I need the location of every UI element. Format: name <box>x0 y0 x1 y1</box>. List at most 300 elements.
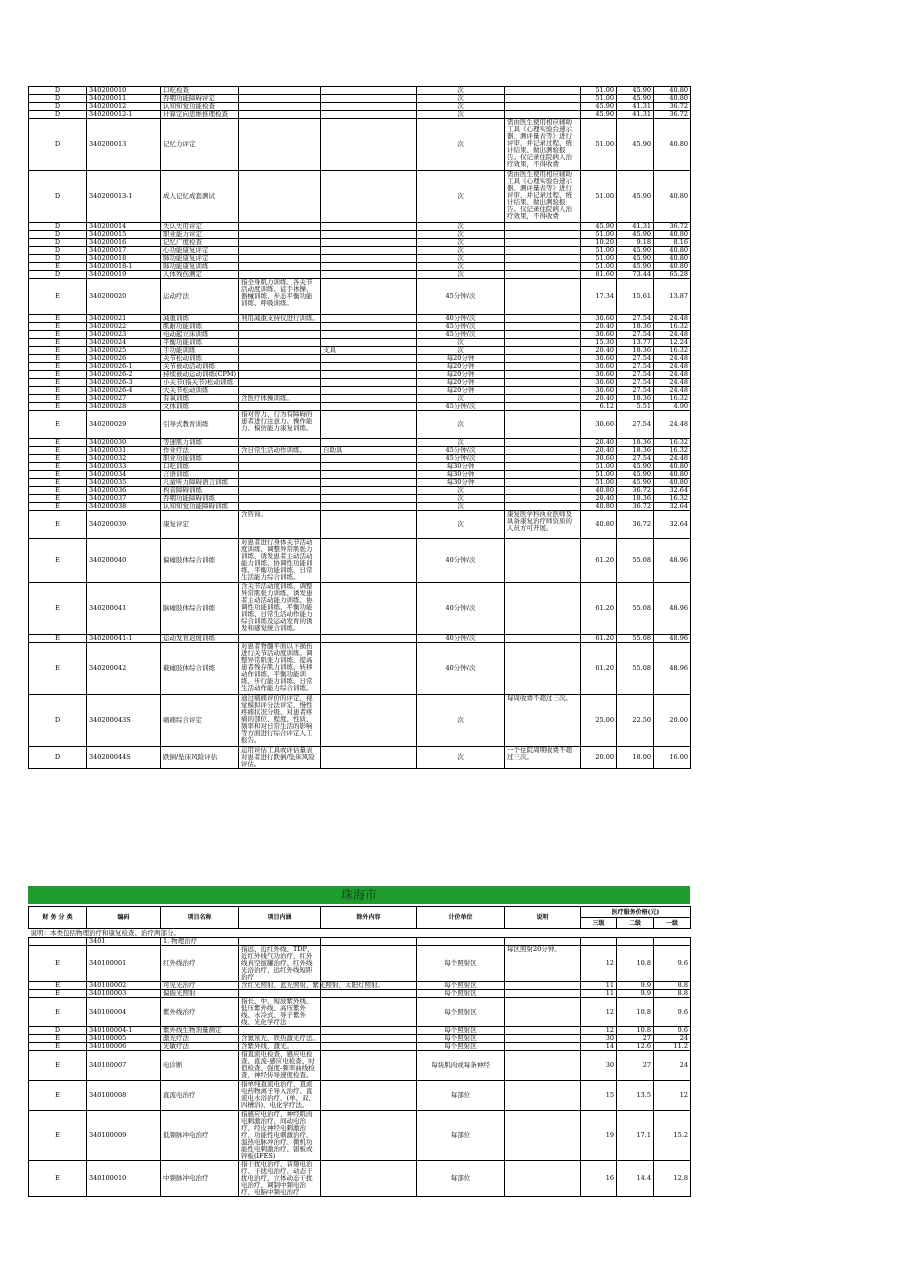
table-cell: 10.20 <box>581 239 617 247</box>
table-cell <box>505 487 581 495</box>
table-cell: 340200013 <box>87 119 161 171</box>
table-cell: 45分钟/次 <box>417 279 505 315</box>
table-cell: 9.6 <box>654 946 691 982</box>
table-cell: 13.77 <box>617 339 654 347</box>
table-cell: 12.8 <box>654 1161 691 1197</box>
table-cell <box>505 371 581 379</box>
header-level1: 一级 <box>654 918 691 929</box>
table-cell: D <box>29 271 87 279</box>
table-cell: 支具 <box>321 347 417 355</box>
table-cell <box>505 279 581 315</box>
table-cell: 电动起立床训练 <box>161 331 239 339</box>
table-row <box>29 411 691 439</box>
table-cell: 340200041-1 <box>87 635 161 643</box>
note-line: 说明：本类包括物理治疗和康复检查、治疗两部分。 <box>29 929 691 938</box>
table-cell <box>505 479 581 487</box>
table-cell: 引导式教育训练 <box>161 411 239 439</box>
table-cell <box>321 371 417 379</box>
table-cell: 构音障碍训练 <box>161 487 239 495</box>
table-row <box>29 495 691 503</box>
table-cell: 6.12 <box>581 403 617 411</box>
table-cell: 作业疗法 <box>161 447 239 455</box>
table-cell: 40.80 <box>654 247 691 255</box>
table-cell: 紫外线生物剂量测定 <box>161 1027 239 1035</box>
table-cell: 30.60 <box>581 363 617 371</box>
table-row <box>29 171 691 223</box>
table-cell: 340100004 <box>87 998 161 1027</box>
table-cell: 40.80 <box>581 503 617 511</box>
table-cell <box>321 223 417 231</box>
table-cell: 次 <box>417 247 505 255</box>
table-cell: 次 <box>417 95 505 103</box>
table-cell: 次 <box>417 255 505 263</box>
table-cell: 340200016 <box>87 239 161 247</box>
table-cell: 27.54 <box>617 379 654 387</box>
table-cell: 40.80 <box>654 479 691 487</box>
table-cell: 340200017 <box>87 247 161 255</box>
table-cell <box>239 479 321 487</box>
table-cell: 340200023 <box>87 331 161 339</box>
table-cell: 45.90 <box>617 171 654 223</box>
table-cell: 每20分钟 <box>417 387 505 395</box>
table-cell <box>617 938 654 946</box>
table-cell: 11 <box>581 982 617 990</box>
table-cell: 45.90 <box>617 119 654 171</box>
table-cell <box>321 411 417 439</box>
table-cell <box>505 982 581 990</box>
table-cell: 每部位 <box>417 1081 505 1111</box>
table-cell: E <box>29 363 87 371</box>
table-cell <box>505 103 581 111</box>
table-cell: 每个照射区 <box>417 998 505 1027</box>
table-cell <box>239 171 321 223</box>
table-cell: 9.18 <box>617 239 654 247</box>
table-cell: 340200019 <box>87 271 161 279</box>
table-cell <box>505 998 581 1027</box>
table-row <box>29 982 691 990</box>
table-row <box>29 1051 691 1081</box>
table-cell: 340200027 <box>87 395 161 403</box>
table-cell: 36.72 <box>654 223 691 231</box>
table-cell: 340200026 <box>87 355 161 363</box>
table-cell: 11.2 <box>654 1043 691 1051</box>
table-row <box>29 339 691 347</box>
table-cell: E <box>29 263 87 271</box>
table-cell: 次 <box>417 439 505 447</box>
table-cell: 81.60 <box>581 271 617 279</box>
table-row <box>29 487 691 495</box>
table-cell: 40分钟/次 <box>417 315 505 323</box>
table-cell: 51.00 <box>581 171 617 223</box>
table-row <box>29 323 691 331</box>
table-cell <box>321 487 417 495</box>
table-cell <box>29 938 87 946</box>
header-category: 财 务 分 类 <box>29 907 87 929</box>
table-cell: 每30分钟 <box>417 471 505 479</box>
table-cell: 每个照射区 <box>417 982 505 990</box>
table-cell: 红外线治疗 <box>161 946 239 982</box>
table-row <box>29 471 691 479</box>
table-cell: 36.72 <box>617 487 654 495</box>
table-cell <box>505 271 581 279</box>
table-cell: 340200012-1 <box>87 111 161 119</box>
table-cell: 340200041 <box>87 583 161 635</box>
table-cell: 30.60 <box>581 379 617 387</box>
table-cell: 45分钟/次 <box>417 323 505 331</box>
table-cell: 340200010 <box>87 87 161 95</box>
table-cell: E <box>29 643 87 695</box>
table-cell <box>321 1051 417 1081</box>
table-cell: 45分钟/次 <box>417 331 505 339</box>
table-cell <box>321 1035 417 1043</box>
table-cell: 20.40 <box>581 447 617 455</box>
table-cell: 340200037 <box>87 495 161 503</box>
price-table-bottom <box>28 906 691 1197</box>
table-cell: 51.00 <box>581 231 617 239</box>
table-cell: 脑瘫肢体综合训练 <box>161 583 239 635</box>
table-cell: 每块肌肉或每条神经 <box>417 1051 505 1081</box>
table-cell: 持续被动运动训练(CPM) <box>161 371 239 379</box>
table-cell: E <box>29 315 87 323</box>
table-cell: 言语训练 <box>161 471 239 479</box>
table-cell: 45.90 <box>617 95 654 103</box>
table-cell: 340200021 <box>87 315 161 323</box>
table-cell <box>321 315 417 323</box>
table-cell <box>505 539 581 583</box>
table-cell: 45.90 <box>617 231 654 239</box>
table-cell: D <box>29 95 87 103</box>
table-cell: 对患者脊髓平面以下损伤进行关节活动度训练、调整异常肌张力训练、提高患者残存肌力训练、转移动作训练、平衡功能训练、步行能力训练、日常生活动作能力综合训练。 <box>239 643 321 695</box>
table-cell: 55.08 <box>617 583 654 635</box>
table-cell: 4.90 <box>654 403 691 411</box>
table-cell: 51.00 <box>581 95 617 103</box>
table-cell: 340200033 <box>87 463 161 471</box>
table-cell: 40.80 <box>654 95 691 103</box>
table-cell: 13.5 <box>617 1081 654 1111</box>
table-cell: 次 <box>417 347 505 355</box>
table-cell <box>321 643 417 695</box>
table-cell: 24.48 <box>654 355 691 363</box>
header-name: 项目名称 <box>161 907 239 929</box>
table-cell <box>505 447 581 455</box>
table-cell: E <box>29 379 87 387</box>
table-cell: 指远、近红外线、TDP、近红外线气功治疗、红外线真空拔罐治疗、红外线光浴治疗、远红外线短距治疗 <box>239 946 321 982</box>
table-cell <box>321 95 417 103</box>
price-table-top <box>28 86 691 769</box>
table-cell <box>505 1161 581 1197</box>
table-cell: 340200034 <box>87 471 161 479</box>
table-cell: 16.32 <box>654 395 691 403</box>
table-cell: 含医疗体操训练。 <box>239 395 321 403</box>
table-cell: 22.50 <box>617 695 654 747</box>
table-row <box>29 643 691 695</box>
table-cell: E <box>29 1035 87 1043</box>
table-cell <box>505 331 581 339</box>
table-cell: 55.08 <box>617 635 654 643</box>
table-cell: 每部位 <box>417 1111 505 1161</box>
table-cell <box>417 938 505 946</box>
table-cell: 55.08 <box>617 643 654 695</box>
table-cell <box>239 463 321 471</box>
table-cell: 30.60 <box>581 315 617 323</box>
table-cell: 51.00 <box>581 247 617 255</box>
table-cell <box>321 946 417 982</box>
table-cell: 文体训练 <box>161 403 239 411</box>
table-cell: 24 <box>654 1051 691 1081</box>
table-cell: 340200015 <box>87 231 161 239</box>
table-cell <box>321 463 417 471</box>
table-cell: 直流电治疗 <box>161 1081 239 1111</box>
table-cell <box>239 339 321 347</box>
table-cell <box>321 403 417 411</box>
table-cell: 次 <box>417 231 505 239</box>
table-cell: 40分钟/次 <box>417 583 505 635</box>
table-cell: 340200012 <box>87 103 161 111</box>
table-cell <box>239 495 321 503</box>
table-cell: 340200018-1 <box>87 263 161 271</box>
table-cell: 有氧训练 <box>161 395 239 403</box>
table-cell: D <box>29 119 87 171</box>
table-cell: 27.54 <box>617 331 654 339</box>
table-cell: 口吃训练 <box>161 463 239 471</box>
table-cell: 340200029 <box>87 411 161 439</box>
table-cell: 27 <box>617 1051 654 1081</box>
table-cell: 一个住院周期收费不超过三次。 <box>505 747 581 769</box>
table-cell: 运用评估工具或评估量表对患者进行跌倒/坠床风险评估。 <box>239 747 321 769</box>
table-cell: 340200025 <box>87 347 161 355</box>
table-cell: 61.20 <box>581 635 617 643</box>
table-row <box>29 1043 691 1051</box>
table-cell: 48.96 <box>654 635 691 643</box>
table-cell <box>321 998 417 1027</box>
table-cell: 30.60 <box>581 411 617 439</box>
table-cell: E <box>29 495 87 503</box>
header-unit: 计价单位 <box>417 907 505 929</box>
table-cell: 40.80 <box>654 263 691 271</box>
table-cell <box>321 511 417 539</box>
table-cell: 45.90 <box>617 255 654 263</box>
table-cell: 40.80 <box>654 463 691 471</box>
table-cell <box>505 323 581 331</box>
table-cell <box>505 263 581 271</box>
table-cell: D <box>29 1027 87 1035</box>
table-cell <box>505 247 581 255</box>
table-cell: 340200020 <box>87 279 161 315</box>
table-cell: E <box>29 463 87 471</box>
table-cell: 24.48 <box>654 379 691 387</box>
table-cell: 次 <box>417 695 505 747</box>
table-cell: 低频脉冲电治疗 <box>161 1111 239 1161</box>
table-cell: 20.00 <box>581 747 617 769</box>
table-row <box>29 119 691 171</box>
table-cell: 51.00 <box>581 119 617 171</box>
table-cell: 340200044S <box>87 747 161 769</box>
table-cell <box>321 539 417 583</box>
table-row <box>29 279 691 315</box>
table-cell: 含关节活动度训练、调整异常肌张力训练、诱发患者主动活动能力训练、协调性功能训练、平衡功能训练、日常生活动作能力综合训练及运动发育的诱发和感觉统合训练。 <box>239 583 321 635</box>
table-cell: 61.20 <box>581 583 617 635</box>
table-cell: 15.61 <box>617 279 654 315</box>
table-cell: 19 <box>581 1111 617 1161</box>
table-cell: 需由医生使用相应辅助工具《心理实验台速示器、测评量表等》进行评审，并记录过程、统计结果、做出测验报告。仅记录住院病人治疗效果，不得收费 <box>505 119 581 171</box>
header-level2: 二级 <box>617 918 654 929</box>
table-cell: D <box>29 231 87 239</box>
table-row <box>29 239 691 247</box>
table-row <box>29 503 691 511</box>
table-cell: 41.31 <box>617 103 654 111</box>
table-cell <box>505 583 581 635</box>
table-cell: 340200011 <box>87 95 161 103</box>
table-cell: 吞咽功能障碍训练 <box>161 495 239 503</box>
table-cell: 30.60 <box>581 331 617 339</box>
table-cell: 含咨询。 <box>239 511 321 539</box>
table-cell: 每区照射20分钟。 <box>505 946 581 982</box>
table-cell <box>321 938 417 946</box>
table-cell <box>505 223 581 231</box>
table-cell: 每周收费不超过三次。 <box>505 695 581 747</box>
table-cell: 职业能力评定 <box>161 231 239 239</box>
table-cell: 61.20 <box>581 539 617 583</box>
table-cell: 等速肌力训练 <box>161 439 239 447</box>
table-cell: 18.36 <box>617 323 654 331</box>
table-cell: E <box>29 479 87 487</box>
table-cell: 截瘫肢体综合训练 <box>161 643 239 695</box>
table-cell <box>239 87 321 95</box>
table-cell: 40.80 <box>581 511 617 539</box>
table-cell: 次 <box>417 111 505 119</box>
table-cell: 18.36 <box>617 495 654 503</box>
table-cell: 次 <box>417 747 505 769</box>
table-cell: 10.8 <box>617 946 654 982</box>
table-cell <box>239 347 321 355</box>
table-cell: E <box>29 471 87 479</box>
table-cell <box>321 495 417 503</box>
table-cell: 9.6 <box>654 1027 691 1035</box>
table-row <box>29 998 691 1027</box>
table-cell <box>321 503 417 511</box>
table-cell: E <box>29 339 87 347</box>
table-cell: 小关节(指关节)松动训练 <box>161 379 239 387</box>
table-cell: 肺功能康复评定 <box>161 255 239 263</box>
table-cell: 340200042 <box>87 643 161 695</box>
header-level3: 三级 <box>581 918 617 929</box>
table-cell: 27.54 <box>617 387 654 395</box>
table-cell: 8.8 <box>654 982 691 990</box>
table-cell <box>239 231 321 239</box>
table-cell: 跌倒/坠床风险评估 <box>161 747 239 769</box>
table-cell: 紫外线治疗 <box>161 998 239 1027</box>
table-cell <box>239 371 321 379</box>
table-cell: E <box>29 583 87 635</box>
table-cell: 24.48 <box>654 387 691 395</box>
table-cell: 13.87 <box>654 279 691 315</box>
table-cell <box>321 455 417 463</box>
table-cell: E <box>29 439 87 447</box>
table-cell: E <box>29 511 87 539</box>
table-cell <box>321 363 417 371</box>
table-cell: 40.80 <box>654 255 691 263</box>
table-cell: 每个照射区 <box>417 1043 505 1051</box>
table-cell: 12.24 <box>654 339 691 347</box>
table-cell <box>321 1111 417 1161</box>
header-note: 说明 <box>505 907 581 929</box>
table-cell: 痛痛综合评定 <box>161 695 239 747</box>
table-row <box>29 1161 691 1197</box>
table-row <box>29 271 691 279</box>
table-cell: 16.00 <box>654 747 691 769</box>
table-cell: 失认失用评定 <box>161 223 239 231</box>
table-row <box>29 1111 691 1161</box>
table-cell: 每30分钟 <box>417 463 505 471</box>
table-cell: 45.90 <box>581 223 617 231</box>
table-cell: D <box>29 103 87 111</box>
table-cell <box>321 1161 417 1197</box>
table-cell: 17.1 <box>617 1111 654 1161</box>
table-cell: 18.36 <box>617 347 654 355</box>
table-cell <box>239 379 321 387</box>
table-cell <box>239 363 321 371</box>
table-cell: 次 <box>417 511 505 539</box>
table-cell <box>321 395 417 403</box>
table-cell: 口吃检查 <box>161 87 239 95</box>
table-cell: E <box>29 447 87 455</box>
table-cell: 12 <box>581 946 617 982</box>
table-cell <box>321 111 417 119</box>
table-cell <box>505 339 581 347</box>
table-cell <box>505 1111 581 1161</box>
table-cell <box>239 239 321 247</box>
table-cell: 12 <box>654 1081 691 1111</box>
table-cell: 认知知觉功能检查 <box>161 103 239 111</box>
table-cell <box>505 1035 581 1043</box>
table-cell <box>321 331 417 339</box>
table-row <box>29 1027 691 1035</box>
table-cell: 24.48 <box>654 331 691 339</box>
table-cell <box>239 255 321 263</box>
table-cell: 肌耐功能训练 <box>161 323 239 331</box>
table-cell <box>505 1043 581 1051</box>
table-cell <box>321 355 417 363</box>
table-cell <box>505 463 581 471</box>
table-cell: 指对智力、行为有障碍的患者进行注意力、操作能力、模仿能力康复训练。 <box>239 411 321 439</box>
table-cell: 1. 物理治疗 <box>161 938 239 946</box>
table-cell <box>505 643 581 695</box>
table-cell <box>239 111 321 119</box>
table-cell: 运动疗法 <box>161 279 239 315</box>
table-cell: 27.54 <box>617 371 654 379</box>
table-cell: 340100001 <box>87 946 161 982</box>
table-cell: 偏瘫肢体综合训练 <box>161 539 239 583</box>
table-cell: E <box>29 371 87 379</box>
table-cell <box>321 255 417 263</box>
table-cell: E <box>29 387 87 395</box>
table-cell: 24 <box>654 1035 691 1043</box>
table-cell: E <box>29 1081 87 1111</box>
table-cell: 24.48 <box>654 455 691 463</box>
table-cell: E <box>29 1161 87 1197</box>
table-cell: 32.64 <box>654 511 691 539</box>
table-cell <box>321 103 417 111</box>
table-cell: 340100010 <box>87 1161 161 1197</box>
table-cell <box>239 103 321 111</box>
table-cell: 每个照射区 <box>417 946 505 982</box>
table-cell: 18.36 <box>617 447 654 455</box>
table-cell: 24.48 <box>654 371 691 379</box>
table-cell: 次 <box>417 487 505 495</box>
table-cell <box>505 495 581 503</box>
table-cell: 每部位 <box>417 1161 505 1197</box>
table-row <box>29 455 691 463</box>
